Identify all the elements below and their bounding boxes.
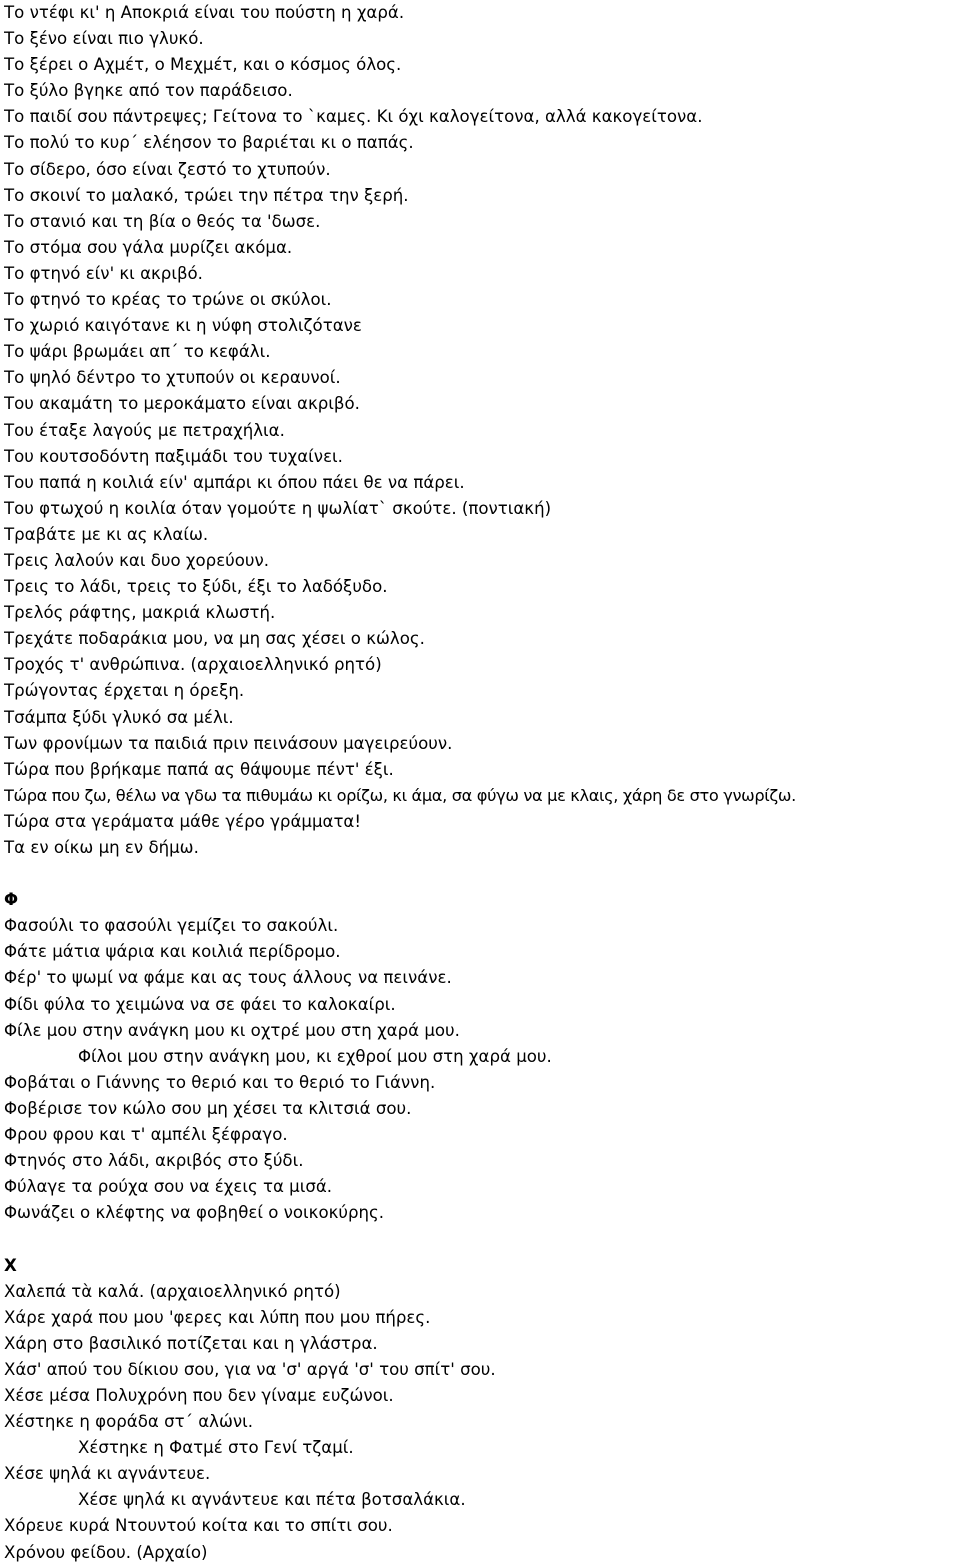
- proverb-line: Φύλαγε τα ρούχα σου να έχεις τα μισά.: [4, 1177, 333, 1197]
- proverb-line: Χέστηκε η φοράδα στ΄ αλώνι.: [4, 1412, 254, 1432]
- proverb-line: Τρεις το λάδι, τρεις το ξύδι, έξι το λαδόξυδο.: [4, 577, 388, 597]
- section-heading-phi: Φ: [4, 890, 19, 910]
- section-heading-chi: Χ: [4, 1255, 17, 1275]
- proverb-line: Χάρη στο βασιλικό ποτίζεται και η γλάστρα.: [4, 1333, 378, 1353]
- proverb-line: Του φτωχού η κοιλία όταν γομούτε η ψωλίατ` σκούτε. (ποντιακή): [4, 498, 552, 518]
- proverbs-block-phi: [4, 913, 960, 1226]
- proverb-line: Του έταξε λαγούς με πετραχήλια.: [4, 420, 285, 440]
- proverb-line: Το φτηνό είν' κι ακριβό.: [4, 263, 203, 283]
- proverb-line: Τώρα στα γεράματα μάθε γέρο γράμματα!: [4, 811, 362, 831]
- proverb-line: Το στανιό και τη βία ο θεός τα 'δωσε.: [4, 211, 321, 231]
- proverb-line: Τώρα που ζω, θέλω να γδω τα πιθυμάω κι ορίζω, κι άμα, σα φύγω να με κλαις, χάρη δε στο γνωρίζω.: [4, 785, 796, 805]
- proverb-line: Φοβάται ο Γιάννης το θεριό και το θεριό το Γιάννη.: [4, 1072, 436, 1092]
- proverb-line: Φάτε μάτια ψάρια και κοιλιά περίδρομο.: [4, 942, 341, 962]
- proverb-line: Φτηνός στο λάδι, ακριβός στο ξύδι.: [4, 1151, 304, 1171]
- proverb-line: Τρεις λαλούν και δυο χορεύουν.: [4, 550, 270, 570]
- proverb-line: Το ψηλό δέντρο το χτυπούν οι κεραυνοί.: [4, 368, 341, 388]
- proverbs-block-chi: [4, 1279, 960, 1566]
- proverb-line: Τρώγοντας έρχεται η όρεξη.: [4, 681, 245, 701]
- proverb-line: Φωνάζει ο κλέφτης να φοβηθεί ο νοικοκύρης.: [4, 1203, 385, 1223]
- proverb-line: Το χωριό καιγότανε κι η νύφη στολιζότανε: [4, 316, 362, 336]
- proverb-line: Του ακαμάτη το μεροκάματο είναι ακριβό.: [4, 394, 360, 414]
- proverb-line: Το πολύ το κυρ΄ ελέησον το βαριέται κι ο παπάς.: [4, 133, 414, 153]
- proverb-line: Φίλοι μου στην ανάγκη μου, κι εχθροί μου στη χαρά μου.: [78, 1046, 552, 1066]
- proverb-line: Τρελός ράφτης, μακριά κλωστή.: [4, 603, 276, 623]
- proverb-line: Τρεχάτε ποδαράκια μου, να μη σας χέσει ο κώλος.: [4, 629, 425, 649]
- proverb-line: Χέστηκε η Φατμέ στο Γενί τζαμί.: [78, 1438, 354, 1458]
- proverb-line: Φοβέρισε τον κώλο σου μη χέσει τα κλιτσιά σου.: [4, 1098, 412, 1118]
- proverb-line: Το παιδί σου πάντρεψες; Γείτονα το `καμες. Κι όχι καλογείτονα, αλλά κακογείτονα.: [4, 107, 703, 127]
- proverb-line: Το φτηνό το κρέας το τρώνε οι σκύλοι.: [4, 290, 332, 310]
- proverb-line: Φέρ' το ψωμί να φάμε και ας τους άλλους να πεινάνε.: [4, 968, 452, 988]
- proverb-line: Τροχός τ' ανθρώπινα. (αρχαιοελληνικό ρητό): [4, 655, 382, 675]
- proverb-line: Τσάμπα ξύδι γλυκό σα μέλι.: [4, 707, 234, 727]
- proverb-line: Το ξύλο βγηκε από τον παράδεισο.: [4, 81, 293, 101]
- proverb-line: Του παπά η κοιλιά είν' αμπάρι κι όπου πάει θε να πάρει.: [4, 472, 465, 492]
- proverbs-block-tau: [4, 0, 960, 861]
- proverb-line: Χόρευε κυρά Ντουντού κοίτα και το σπίτι σου.: [4, 1516, 393, 1536]
- proverb-line: Χρόνου φείδου. (Αρχαίο): [4, 1542, 208, 1562]
- proverb-line: Χάρε χαρά που μου 'φερες και λύπη που μου πήρες.: [4, 1307, 431, 1327]
- proverb-line: Τώρα που βρήκαμε παπά ας θάψουμε πέντ' έξι.: [4, 759, 394, 779]
- proverb-line: Χέσε ψηλά κι αγνάντευε και πέτα βοτσαλάκια.: [78, 1490, 466, 1510]
- proverb-line: Το σίδερο, όσο είναι ζεστό το χτυπούν.: [4, 159, 331, 179]
- proverb-line: Φασούλι το φασούλι γεμίζει το σακούλι.: [4, 916, 339, 936]
- proverb-line: Των φρονίμων τα παιδιά πριν πεινάσουν μαγειρεύουν.: [4, 733, 453, 753]
- proverb-line: Το ξέρει ο Αχμέτ, ο Μεχμέτ, και ο κόσμος όλος.: [4, 55, 402, 75]
- proverb-line: Φρου φρου και τ' αμπέλι ξέφραγο.: [4, 1125, 288, 1145]
- proverb-line: Χέσε ψηλά κι αγνάντευε.: [4, 1464, 211, 1484]
- proverb-line: Το ξένο είναι πιο γλυκό.: [4, 29, 204, 49]
- proverb-line: Του κουτσοδόντη παξιμάδι του τυχαίνει.: [4, 446, 343, 466]
- proverb-line: Φίλε μου στην ανάγκη μου κι οχτρέ μου στη χαρά μου.: [4, 1020, 460, 1040]
- proverb-line: Χάσ' απού του δίκιου σου, για να 'σ' αργά 'σ' του σπίτ' σου.: [4, 1359, 496, 1379]
- proverb-line: Χέσε μέσα Πολυχρόνη που δεν γίναμε ευζώνοι.: [4, 1385, 394, 1405]
- proverb-line: Τα εν οίκω μη εν δήμω.: [4, 838, 199, 857]
- proverb-line: Το ντέφι κι' η Αποκριά είναι του πούστη η χαρά.: [4, 3, 405, 22]
- proverb-line: Φίδι φύλα το χειμώνα να σε φάει το καλοκαίρι.: [4, 994, 396, 1014]
- proverb-line: Χαλεπά τὰ καλά. (αρχαιοελληνικό ρητό): [4, 1281, 341, 1301]
- proverb-line: Τραβάτε με κι ας κλαίω.: [4, 524, 209, 544]
- proverb-line: Το ψάρι βρωμάει απ΄ το κεφάλι.: [4, 342, 271, 362]
- proverb-line: Το στόμα σου γάλα μυρίζει ακόμα.: [4, 237, 293, 257]
- proverb-line: Το σκοινί το μαλακό, τρώει την πέτρα την ξερή.: [4, 185, 409, 205]
